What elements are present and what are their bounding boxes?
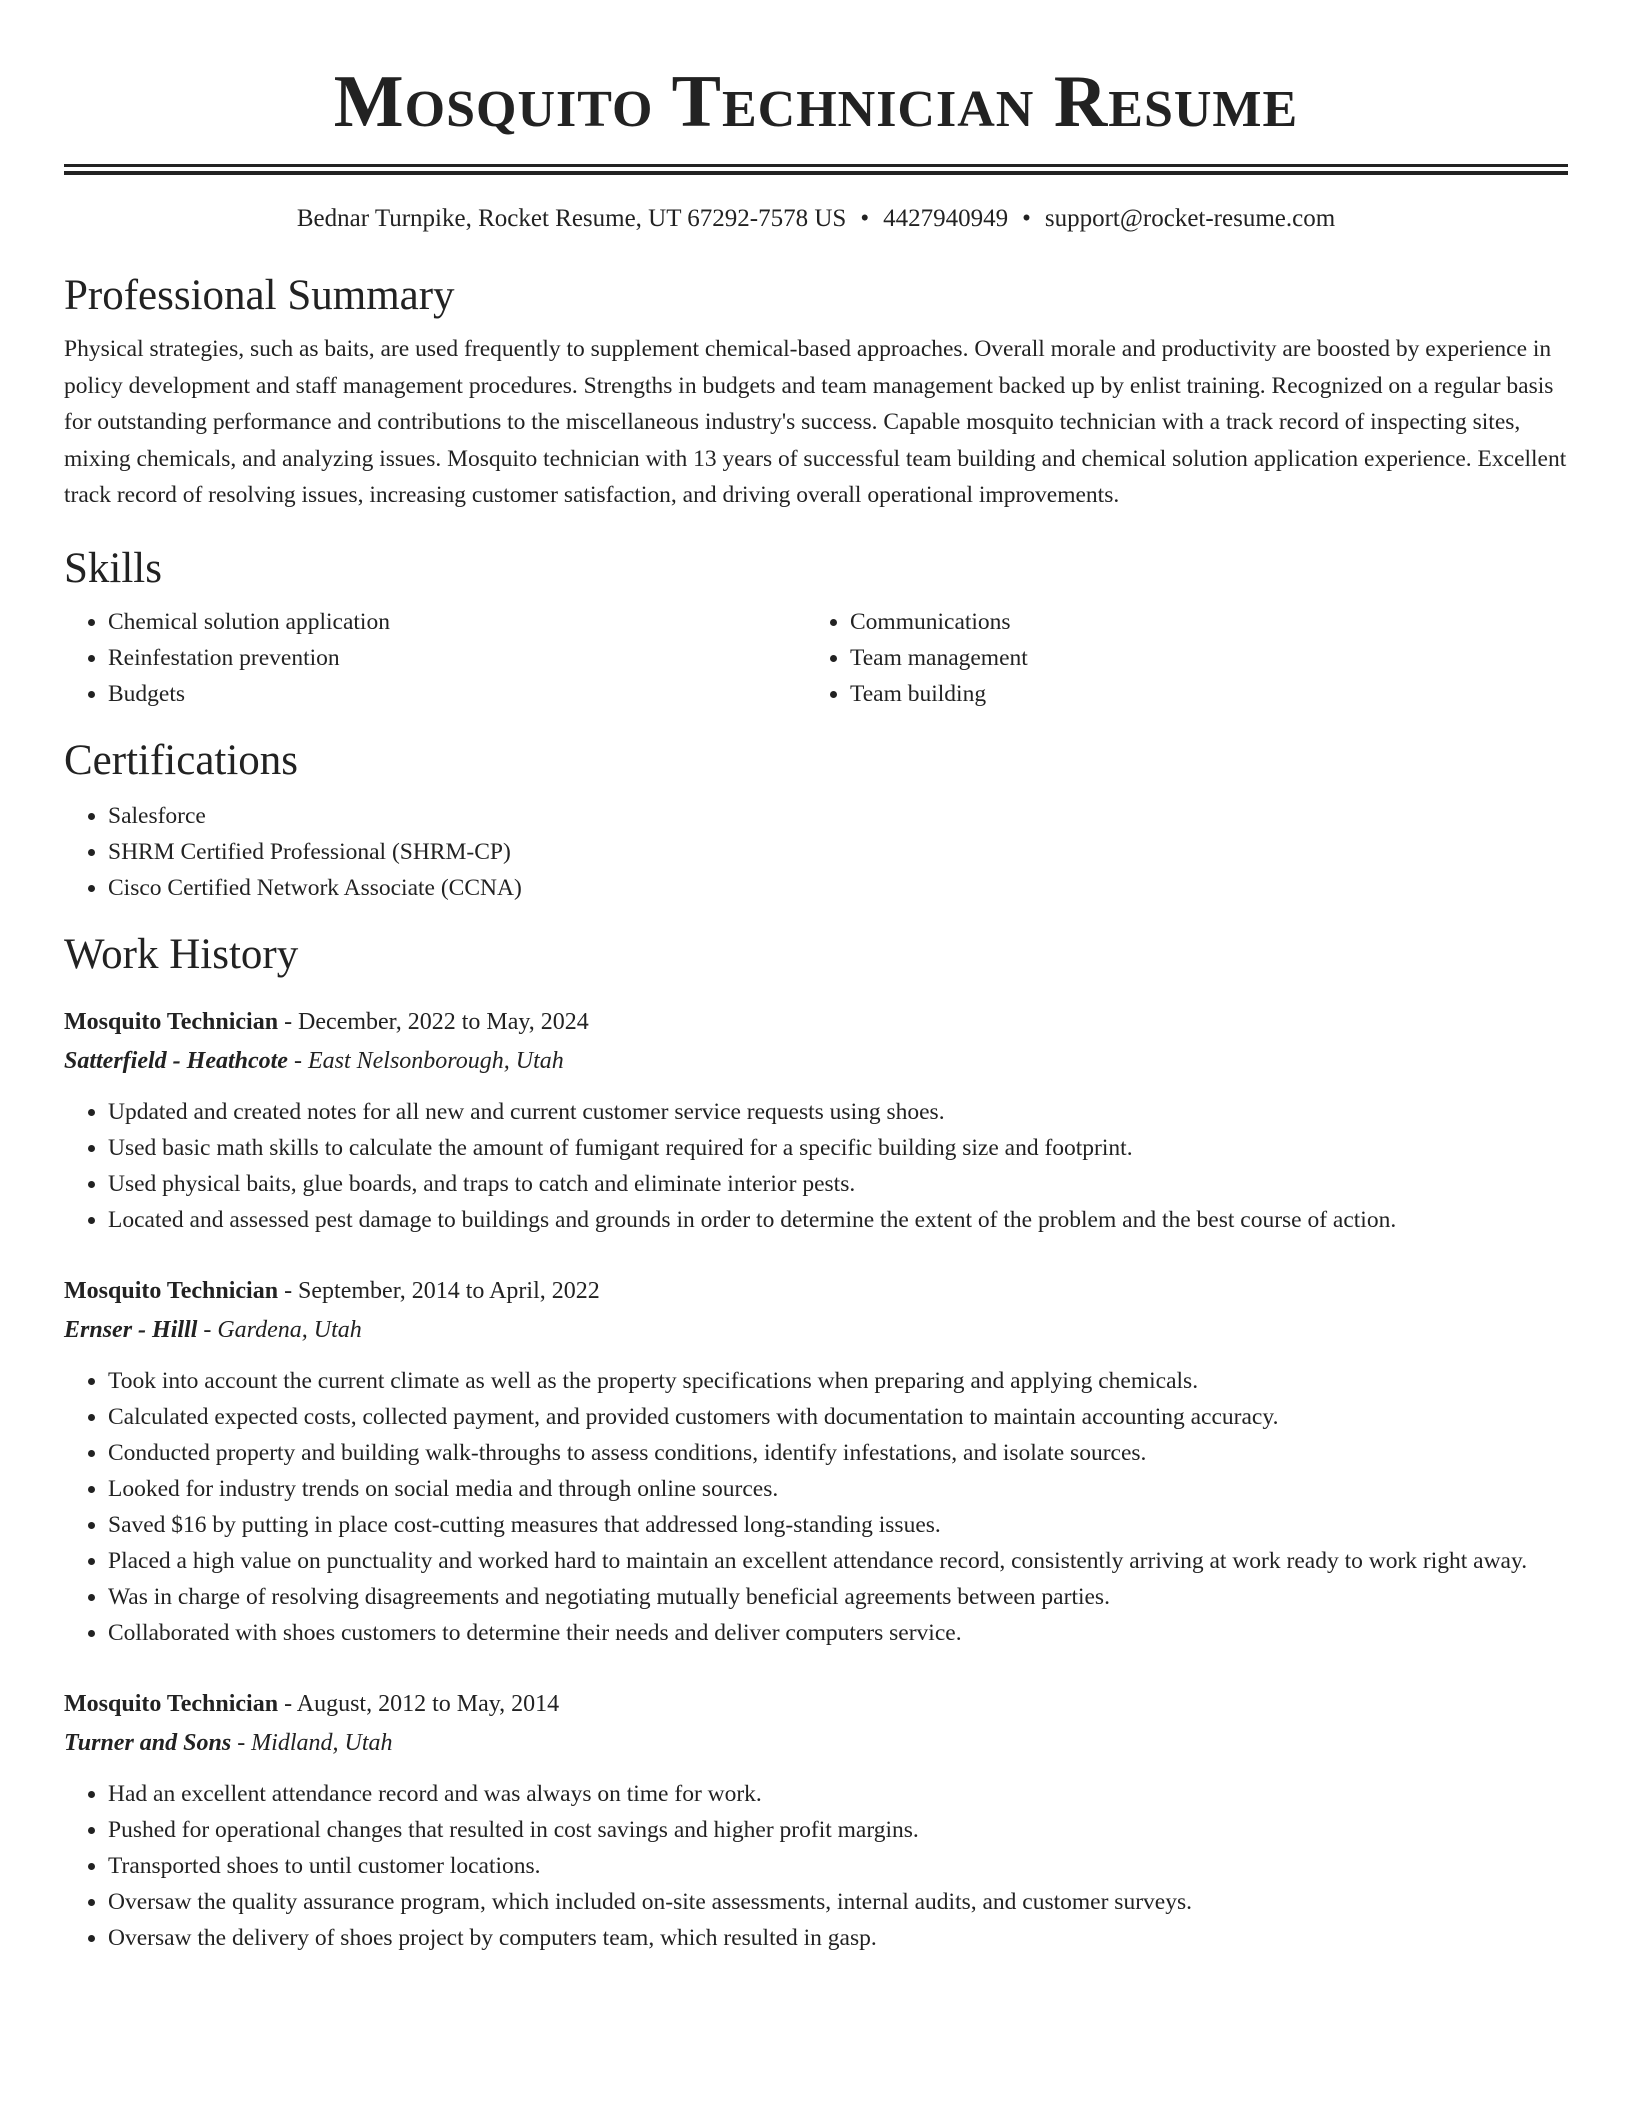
contact-email: support@rocket-resume.com (1044, 205, 1336, 232)
job-bullet: • Conducted property and building walk-throughs to assess conditions, identify infestations, and isolate sources. (108, 1435, 1568, 1471)
title-double-rule (64, 164, 1568, 175)
job-bullet: • Used basic math skills to calculate the amount of fumigant required for a specific building size and footprint. (108, 1130, 1568, 1166)
job-location: - Gardena, Utah (197, 1316, 362, 1343)
job-company-line (64, 1042, 1568, 1080)
summary-heading: Professional Summary (64, 272, 455, 319)
job-title-line (64, 1271, 1568, 1311)
contact-separator: • (860, 205, 870, 232)
certification-item: • Salesforce (108, 798, 1568, 834)
job-location: - Midland, Utah (231, 1729, 393, 1756)
job-dates: - August, 2012 to May, 2014 (278, 1690, 560, 1717)
job-company: Ernser - Hilll (64, 1316, 198, 1343)
job-bullets (64, 1094, 1568, 1238)
skill-item: • Chemical solution application (108, 604, 806, 640)
job-entry (64, 1684, 1568, 1956)
job-bullet: • Updated and created notes for all new and current customer service requests using shoes. (108, 1094, 1568, 1130)
contact-line (64, 203, 1568, 235)
contact-separator: • (1022, 205, 1031, 232)
skills-heading: Skills (64, 544, 162, 592)
job-bullet: • Transported shoes to until customer locations. (108, 1848, 1568, 1884)
job-entry (64, 1271, 1568, 1651)
job-title-line (64, 1684, 1568, 1724)
job-bullet: • Took into account the current climate as well as the property specifications when preparing and applying chemicals. (108, 1363, 1568, 1399)
job-dates: - September, 2014 to April, 2022 (278, 1277, 600, 1304)
job-bullet: • Placed a high value on punctuality and worked hard to maintain an excellent attendance record, consistently arriving at work ready to work right away. (108, 1543, 1568, 1579)
work-history-heading: Work History (64, 930, 299, 978)
job-title-line (64, 1002, 1568, 1042)
certification-item: • Cisco Certified Network Associate (CCNA) (108, 870, 1568, 906)
job-bullet: • Used physical baits, glue boards, and traps to catch and eliminate interior pests. (108, 1166, 1568, 1202)
skill-item: • Team management (850, 640, 1548, 676)
job-bullet: • Located and assessed pest damage to buildings and grounds in order to determine the extent of the problem and the best course of action. (108, 1202, 1568, 1238)
job-bullet: • Collaborated with shoes customers to determine their needs and deliver computers service. (108, 1615, 1568, 1651)
job-company: Turner and Sons (64, 1729, 232, 1756)
certifications-list (64, 798, 1568, 906)
job-company-line (64, 1724, 1568, 1762)
job-bullets (64, 1363, 1568, 1651)
job-company: Satterfield - Heathcote (64, 1047, 288, 1074)
certifications-heading: Certifications (64, 736, 299, 784)
job-bullet: • Oversaw the quality assurance program, which included on-site assessments, internal audits, and customer surveys. (108, 1884, 1568, 1920)
skills-column-right (806, 604, 1548, 712)
job-dates: - December, 2022 to May, 2024 (278, 1008, 589, 1035)
job-location: - East Nelsonborough, Utah (287, 1047, 564, 1074)
skill-item: • Reinfestation prevention (108, 640, 806, 676)
skill-item: • Team building (850, 676, 1548, 712)
job-bullet: • Looked for industry trends on social media and through online sources. (108, 1471, 1568, 1507)
certification-item: • SHRM Certified Professional (SHRM-CP) (108, 834, 1568, 870)
job-bullet: • Had an excellent attendance record and was always on time for work. (108, 1776, 1568, 1812)
job-bullet: • Was in charge of resolving disagreements and negotiating mutually beneficial agreements between parties. (108, 1579, 1568, 1615)
job-title: Mosquito Technician (64, 1008, 279, 1035)
job-entry (64, 1002, 1568, 1238)
skill-item: • Communications (850, 604, 1548, 640)
job-title: Mosquito Technician (64, 1690, 279, 1717)
skills-list (64, 604, 1568, 712)
job-company-line (64, 1311, 1568, 1349)
job-bullet: • Oversaw the delivery of shoes project by computers team, which resulted in gasp. (108, 1920, 1568, 1956)
job-bullets (64, 1776, 1568, 1956)
contact-address: Bednar Turnpike, Rocket Resume, UT 67292-7578 US (296, 205, 847, 232)
contact-phone: 4427940949 (883, 205, 1009, 232)
job-bullet: • Calculated expected costs, collected payment, and provided customers with documentation to maintain accounting accuracy. (108, 1399, 1568, 1435)
job-bullet: • Pushed for operational changes that resulted in cost savings and higher profit margins. (108, 1812, 1568, 1848)
summary-text: Physical strategies, such as baits, are used frequently to supplement chemical-based approaches. Overall morale and productivity are boosted by experience in policy development and staff management procedures. Strengths in budgets and team management backed up by enlist training. Recognized on a regular basis for outstanding performance and contributions to the miscellaneous industry's success. Capable mosquito technician with a track record of inspecting sites, mixing chemicals, and analyzing issues. Mosquito technician with 13 years of successful team building and chemical solution application experience. Excellent track record of resolving issues, increasing customer satisfaction, and driving overall operational improvements. (64, 336, 1567, 509)
resume-title: Mosquito Technician Resume (333, 61, 1299, 143)
job-bullet: • Saved $16 by putting in place cost-cutting measures that addressed long-standing issues. (108, 1507, 1568, 1543)
job-title: Mosquito Technician (64, 1277, 279, 1304)
skills-column-left (64, 604, 806, 712)
skill-item: • Budgets (108, 676, 806, 712)
